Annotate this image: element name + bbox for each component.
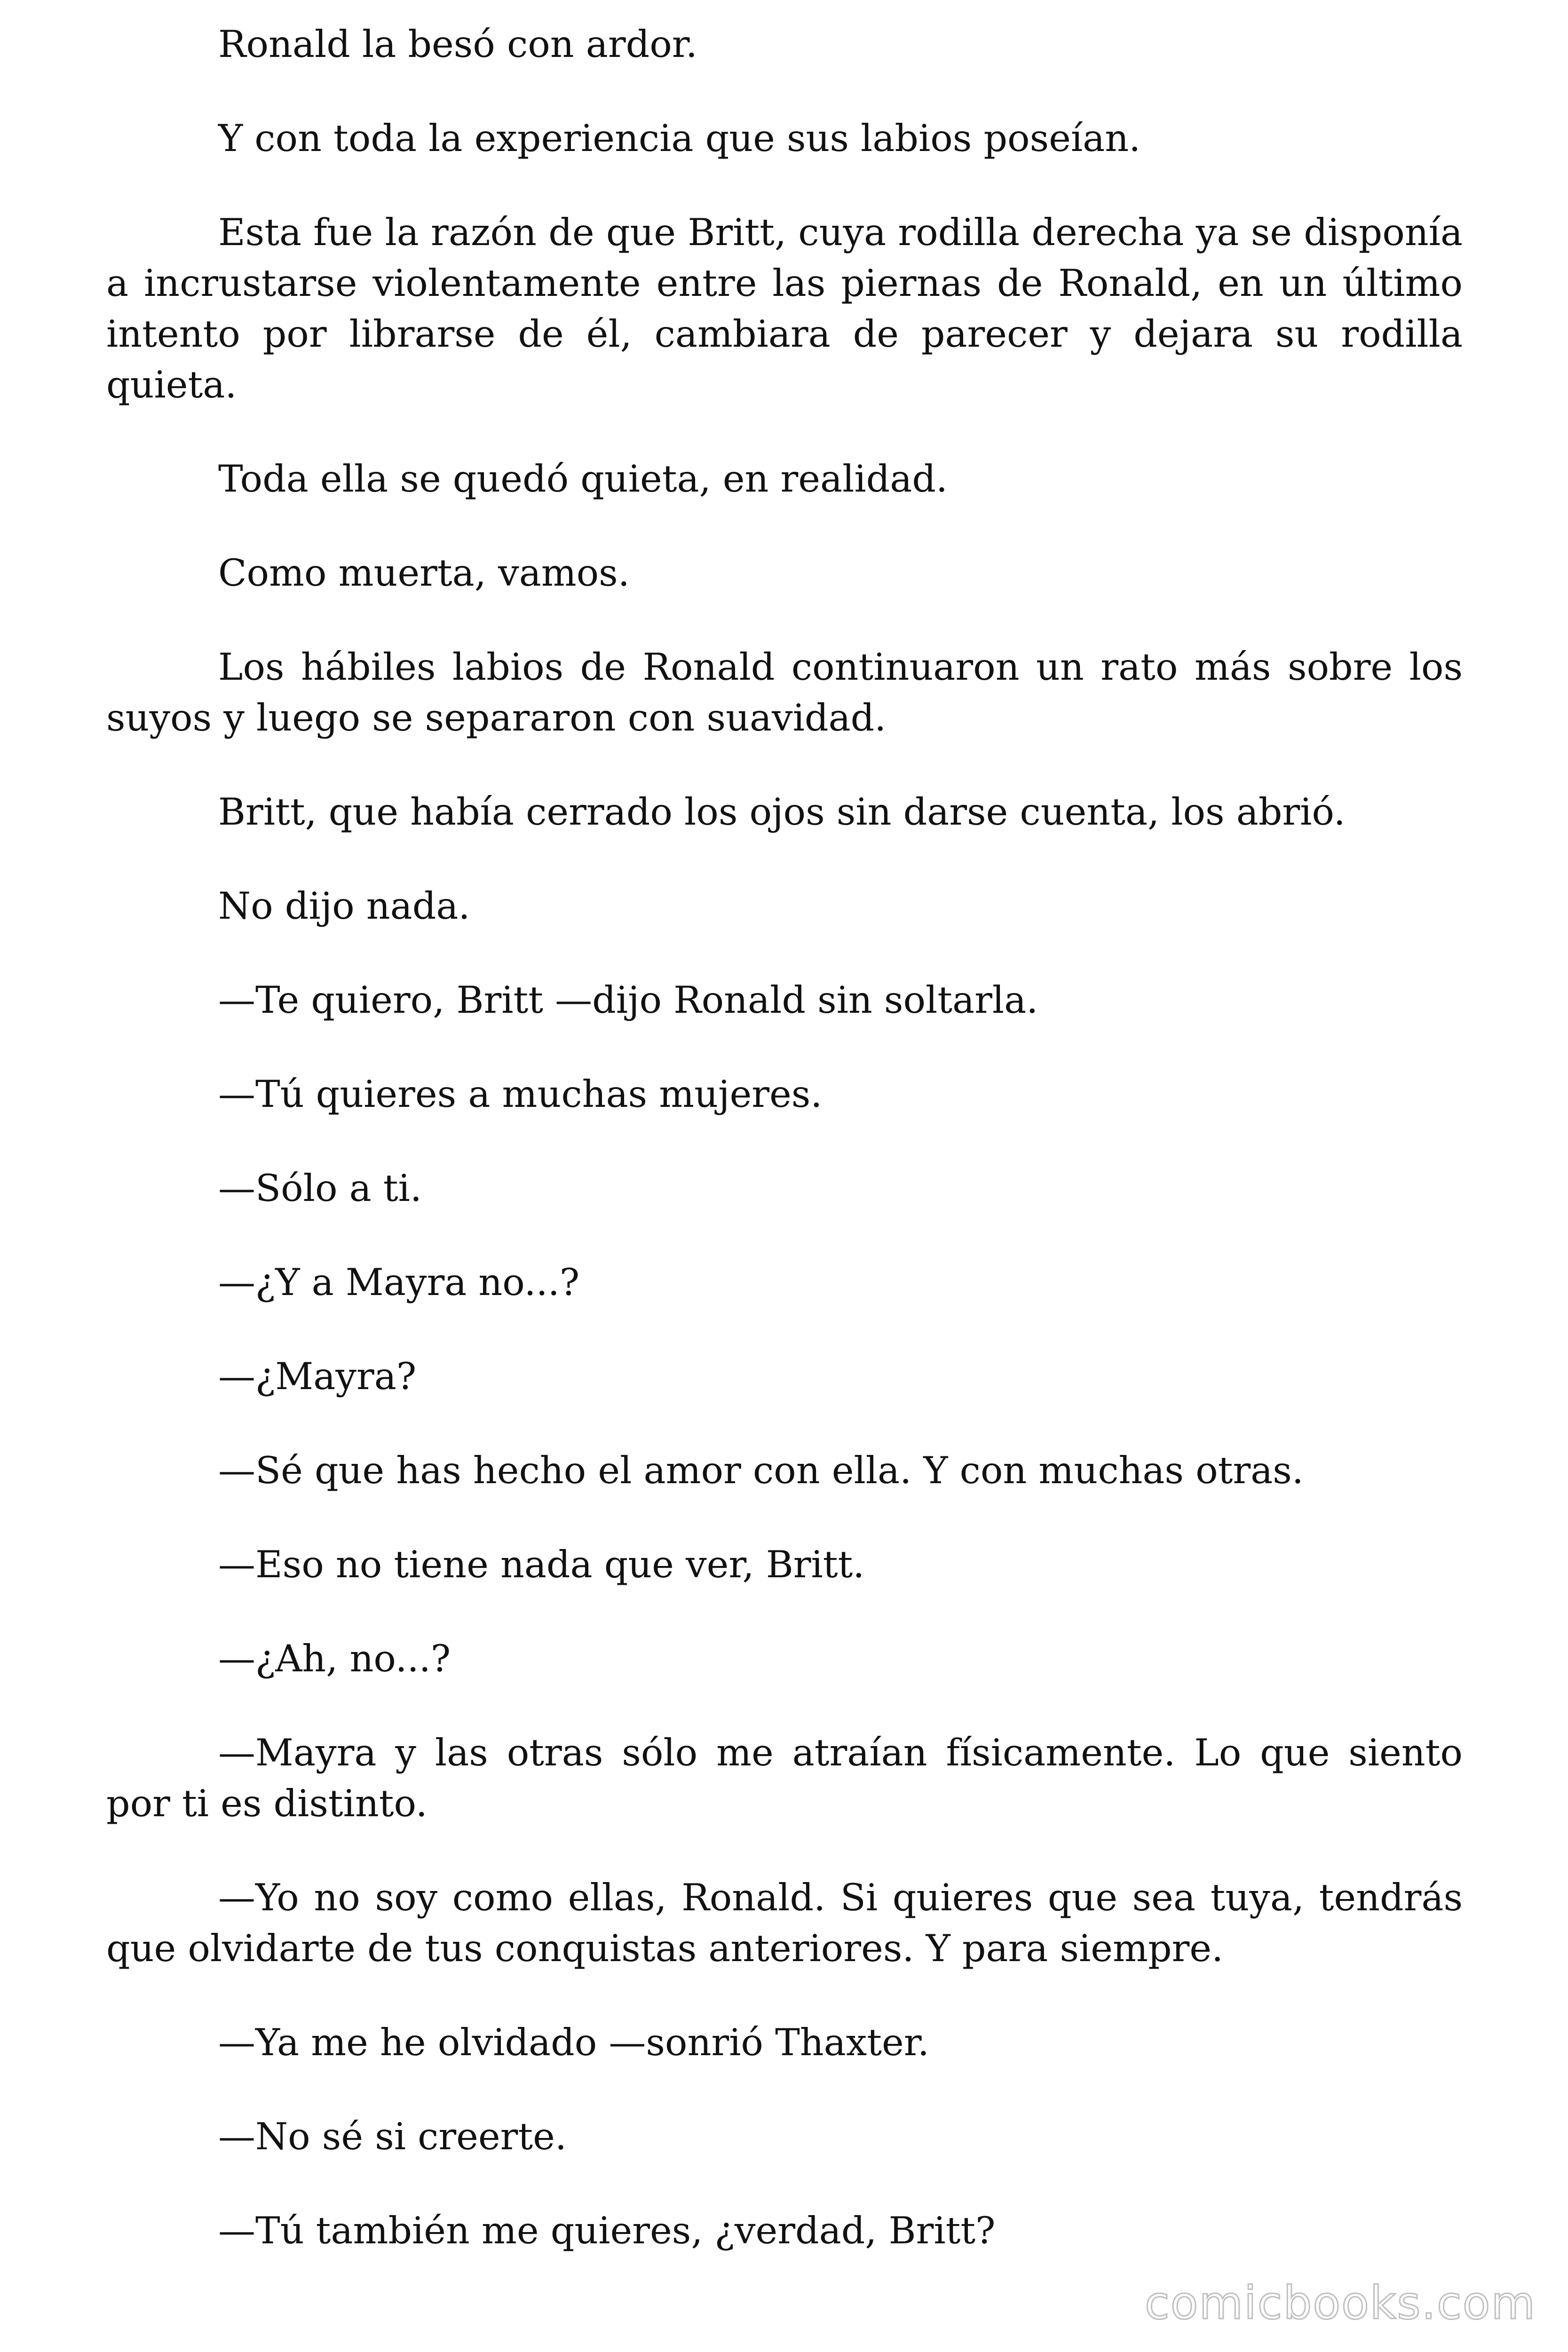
dialogue-line: —Sé que has hecho el amor con ella. Y con muchas otras. <box>218 1449 1304 1492</box>
dialogue-line: —Eso no tiene nada que ver, Britt. <box>218 1543 865 1586</box>
dialogue-line: —¿Ah, no...? <box>218 1637 451 1680</box>
paragraph: Ronald la besó con ardor. <box>218 23 697 66</box>
paragraph: Britt, que había cerrado los ojos sin darse cuenta, los abrió. <box>218 790 1346 834</box>
dialogue-line: —Tú también me quieres, ¿verdad, Britt? <box>218 2209 996 2252</box>
dialogue-line: —Tú quieres a muchas mujeres. <box>218 1073 823 1116</box>
paragraph: Esta fue la razón de que Britt, cuya rodilla derecha ya se disponía a incrustarse violentamente entre las piernas de Ronald, en un último intento por librarse de él, cambiara de parecer y dejara su rodilla quieta. <box>106 211 1463 406</box>
dialogue-line: —Te quiero, Britt —dijo Ronald sin soltarla. <box>218 978 1038 1022</box>
dialogue-line: —Mayra y las otras sólo me atraían físicamente. Lo que siento por ti es distinto. <box>106 1731 1463 1825</box>
dialogue-line: —¿Y a Mayra no...? <box>218 1261 580 1304</box>
dialogue-line: —¿Mayra? <box>218 1355 417 1398</box>
watermark-text: comicbooks.com <box>1144 2277 1536 2329</box>
dialogue-line: —Sólo a ti. <box>218 1167 422 1210</box>
paragraph: Como muerta, vamos. <box>218 551 630 595</box>
paragraph: Toda ella se quedó quieta, en realidad. <box>218 457 948 501</box>
book-page <box>106 19 1463 2299</box>
dialogue-line: —Ya me he olvidado —sonrió Thaxter. <box>218 2021 929 2064</box>
dialogue-line: —No sé si creerte. <box>218 2115 567 2158</box>
paragraph: Y con toda la experiencia que sus labios poseían. <box>218 117 1141 160</box>
paragraph: No dijo nada. <box>218 884 470 928</box>
dialogue-line: —Yo no soy como ellas, Ronald. Si quieres que sea tuya, tendrás que olvidarte de tus conquistas anteriores. Y para siempre. <box>106 1876 1463 1970</box>
paragraph: Los hábiles labios de Ronald continuaron un rato más sobre los suyos y luego se separaron con suavidad. <box>106 645 1463 739</box>
